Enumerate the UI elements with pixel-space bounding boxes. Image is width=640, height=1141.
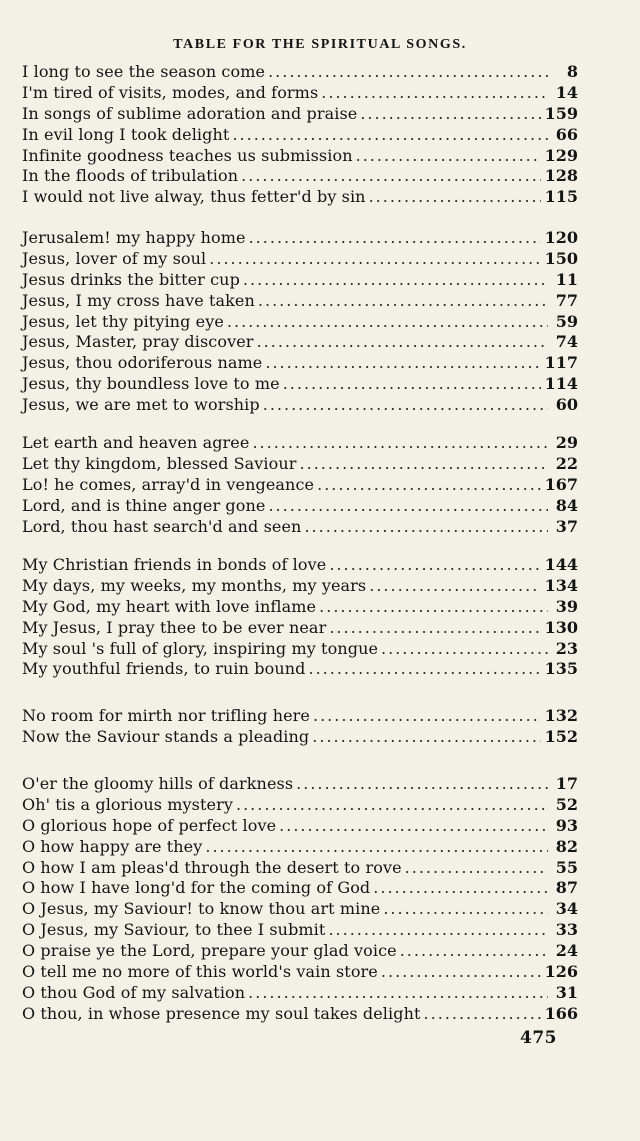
dot-leader	[317, 475, 540, 496]
entry-title: O'er the gloomy hills of darkness	[22, 774, 294, 793]
dot-leader	[383, 899, 548, 920]
entry-title: My Christian friends in bonds of love	[22, 555, 327, 574]
section-m	[22, 555, 578, 680]
page-title: TABLE FOR THE SPIRITUAL SONGS.	[173, 37, 467, 52]
index-entry	[22, 795, 578, 816]
index-entry	[22, 774, 578, 795]
entry-title: Lord, thou hast search'd and seen	[22, 516, 302, 536]
entry-title: My God, my heart with love inflame	[22, 596, 317, 616]
entry-title: O how happy are they	[22, 836, 203, 856]
entry-title: I would not live alway, thus fetter'd by sin	[22, 187, 366, 207]
dot-leader	[232, 125, 548, 146]
entry-title: Jesus, I my cross have taken	[22, 290, 255, 310]
entry-page-number: 126	[544, 962, 578, 982]
entry-title: O Jesus, my Saviour, to thee I submit	[22, 920, 326, 940]
entry-title: Lo! he comes, array'd in vengeance	[22, 474, 315, 494]
index-entry	[22, 941, 578, 962]
dot-leader	[400, 941, 548, 962]
dot-leader	[381, 962, 541, 983]
dot-leader	[373, 878, 548, 899]
entry-page-number: 130	[544, 617, 578, 637]
entry-title: Jerusalem! my happy home	[22, 228, 246, 247]
entry-page-number: 60	[555, 395, 578, 415]
entry-page-number: 17	[555, 774, 578, 793]
entry-page-number: 52	[555, 794, 578, 814]
entry-page-number: 134	[544, 575, 578, 595]
dot-leader	[424, 1004, 541, 1025]
entry-page-number: 74	[555, 332, 578, 352]
entry-title: I'm tired of visits, modes, and forms	[22, 82, 319, 102]
entry-title: Jesus, we are met to worship	[22, 395, 260, 415]
entry-title: Jesus, Master, pray discover	[22, 332, 254, 352]
entry-title: Infinite goodness teaches us submission	[22, 145, 353, 165]
index-entry	[22, 983, 578, 1004]
entry-title: My days, my weeks, my months, my years	[22, 575, 367, 595]
entry-page-number: 31	[555, 982, 578, 1002]
index-entry	[22, 878, 578, 899]
index-entry	[22, 475, 578, 496]
entry-page-number: 120	[544, 228, 578, 247]
index-entry	[22, 62, 578, 83]
dot-leader	[319, 597, 548, 618]
section-j	[22, 228, 578, 416]
index-entry	[22, 83, 578, 104]
entry-page-number: 29	[555, 433, 578, 452]
section-n	[22, 706, 578, 748]
entry-title: Let thy kingdom, blessed Saviour	[22, 453, 297, 473]
index-entry	[22, 639, 578, 660]
entry-title: Jesus, thou odoriferous name	[22, 353, 263, 373]
dot-leader	[263, 395, 548, 416]
section-l	[22, 433, 578, 537]
entry-title: Jesus, thy boundless love to me	[22, 374, 280, 394]
dot-leader	[296, 774, 548, 795]
index-entry	[22, 291, 578, 312]
entry-title: My youthful friends, to ruin bound	[22, 659, 306, 679]
entry-page-number: 24	[555, 941, 578, 961]
dot-leader	[209, 249, 540, 270]
index-entry	[22, 228, 578, 249]
entry-title: O Jesus, my Saviour! to know thou art mine	[22, 899, 381, 919]
entry-page-number: 22	[555, 453, 578, 473]
index-entry	[22, 1004, 578, 1025]
entry-title: In the floods of tribulation	[22, 166, 239, 186]
dot-leader	[249, 228, 541, 249]
entry-page-number: 14	[555, 82, 578, 102]
index-entry	[22, 166, 578, 187]
entry-title: O praise ye the Lord, prepare your glad voice	[22, 941, 397, 961]
dot-leader	[321, 83, 548, 104]
dot-leader	[328, 920, 548, 941]
section-i	[22, 62, 578, 208]
entry-page-number: 150	[544, 248, 578, 268]
entry-title: Jesus drinks the bitter cup	[22, 269, 240, 289]
entry-page-number: 129	[544, 145, 578, 165]
entry-title: No room for mirth nor trifling here	[22, 706, 310, 725]
entry-title: O how I am pleas'd through the desert to rove	[22, 857, 402, 877]
index-entry	[22, 555, 578, 576]
entry-page-number: 167	[544, 474, 578, 494]
entry-title: O thou, in whose presence my soul takes delight	[22, 1003, 421, 1023]
entry-title: Jesus, let thy pitying eye	[22, 311, 224, 331]
dot-leader	[300, 454, 548, 475]
entry-page-number: 33	[555, 920, 578, 940]
index-entry	[22, 618, 578, 639]
entry-page-number: 82	[555, 836, 578, 856]
index-entry	[22, 727, 578, 748]
entry-page-number: 128	[544, 166, 578, 186]
index-entry	[22, 395, 578, 416]
entry-page-number: 77	[555, 290, 578, 310]
dot-leader	[205, 837, 548, 858]
index-entry	[22, 104, 578, 125]
entry-page-number: 166	[544, 1003, 578, 1023]
dot-leader	[329, 555, 540, 576]
entry-page-number: 114	[544, 374, 578, 394]
entry-title: Let earth and heaven agree	[22, 433, 250, 452]
entry-page-number: 115	[544, 187, 578, 207]
entry-page-number: 144	[544, 555, 578, 574]
index-entry	[22, 837, 578, 858]
dot-leader	[257, 332, 548, 353]
index-entry	[22, 496, 578, 517]
index-entry	[22, 858, 578, 879]
dot-leader	[227, 312, 548, 333]
dot-leader	[312, 727, 540, 748]
index-entry	[22, 332, 578, 353]
entry-page-number: 23	[555, 638, 578, 658]
index-entry	[22, 312, 578, 333]
dot-leader	[381, 639, 548, 660]
index-entry	[22, 962, 578, 983]
dot-leader	[360, 104, 540, 125]
entry-page-number: 152	[544, 726, 578, 746]
entry-page-number: 159	[544, 103, 578, 123]
dot-leader	[308, 659, 540, 680]
dot-leader	[405, 858, 548, 879]
dot-leader	[241, 166, 540, 187]
entry-title: Lord, and is thine anger gone	[22, 495, 266, 515]
entry-page-number: 37	[555, 516, 578, 536]
dot-leader	[258, 291, 548, 312]
entry-title: O glorious hope of perfect love	[22, 815, 277, 835]
index-entry	[22, 576, 578, 597]
dot-leader	[369, 187, 541, 208]
entry-page-number: 93	[555, 815, 578, 835]
dot-leader	[329, 618, 540, 639]
entry-title: I long to see the season come	[22, 62, 266, 81]
index-entry	[22, 125, 578, 146]
index-entry	[22, 899, 578, 920]
dot-leader	[304, 517, 548, 538]
index-entry	[22, 187, 578, 208]
dot-leader	[279, 816, 548, 837]
dot-leader	[265, 353, 540, 374]
section-o	[22, 774, 578, 1025]
index-entry	[22, 374, 578, 395]
index-entry	[22, 659, 578, 680]
entry-title: My soul 's full of glory, inspiring my tongue	[22, 638, 379, 658]
index-entry	[22, 433, 578, 454]
dot-leader	[236, 795, 548, 816]
entry-page-number: 132	[544, 706, 578, 725]
dot-leader	[369, 576, 540, 597]
index-entry	[22, 517, 578, 538]
dot-leader	[268, 62, 548, 83]
index-entry	[22, 146, 578, 167]
dot-leader	[283, 374, 541, 395]
dot-leader	[356, 146, 541, 167]
dot-leader	[248, 983, 548, 1004]
entry-page-number: 8	[566, 62, 578, 81]
entry-page-number: 59	[555, 311, 578, 331]
index-entry	[22, 597, 578, 618]
entry-page-number: 117	[544, 353, 578, 373]
entry-title: In evil long I took delight	[22, 124, 230, 144]
entry-title: O thou God of my salvation	[22, 982, 246, 1002]
entry-page-number: 11	[555, 269, 578, 289]
index-entry	[22, 816, 578, 837]
dot-leader	[252, 433, 548, 454]
entry-title: O tell me no more of this world's vain store	[22, 962, 378, 982]
entry-title: Now the Saviour stands a pleading	[22, 726, 310, 746]
entry-page-number: 55	[555, 857, 578, 877]
index-entry	[22, 270, 578, 291]
page-number: 475	[520, 1028, 557, 1048]
entry-page-number: 87	[555, 878, 578, 898]
index-entry	[22, 249, 578, 270]
entry-page-number: 135	[544, 659, 578, 679]
entry-page-number: 39	[555, 596, 578, 616]
entry-page-number: 66	[555, 124, 578, 144]
entry-title: Jesus, lover of my soul	[22, 248, 207, 268]
dot-leader	[243, 270, 548, 291]
dot-leader	[268, 496, 548, 517]
entry-title: Oh' tis a glorious mystery	[22, 794, 233, 814]
index-entry	[22, 920, 578, 941]
dot-leader	[313, 706, 541, 727]
index-entry	[22, 454, 578, 475]
index-entry	[22, 353, 578, 374]
entry-title: In songs of sublime adoration and praise	[22, 103, 358, 123]
entry-page-number: 34	[555, 899, 578, 919]
entry-page-number: 84	[555, 495, 578, 515]
entry-title: O how I have long'd for the coming of God	[22, 878, 371, 898]
entry-title: My Jesus, I pray thee to be ever near	[22, 617, 327, 637]
index-entry	[22, 706, 578, 727]
